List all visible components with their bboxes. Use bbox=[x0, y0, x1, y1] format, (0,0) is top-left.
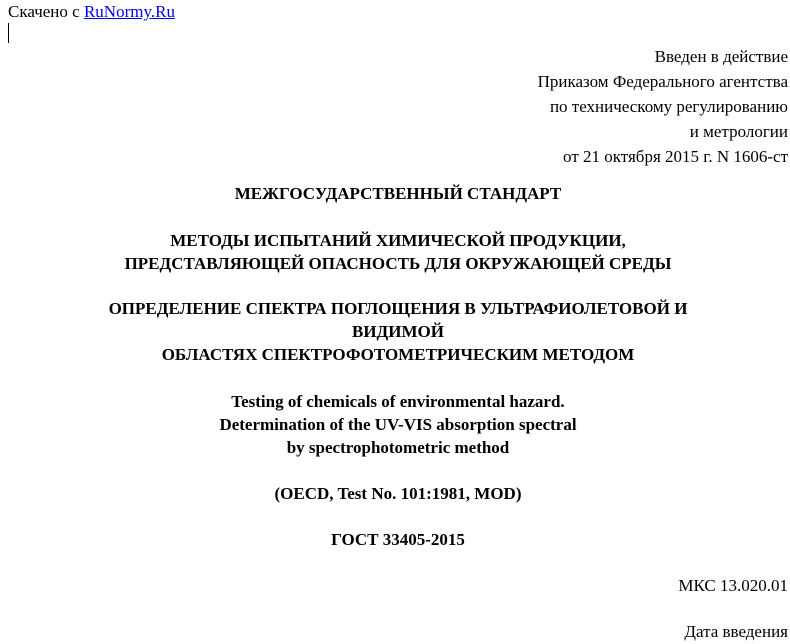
enactment-line: от 21 октября 2015 г. N 1606-ст bbox=[563, 147, 788, 166]
sub-title-line: ВИДИМОЙ bbox=[352, 322, 444, 341]
gost-number: ГОСТ 33405-2015 bbox=[331, 530, 465, 549]
enactment-line: Приказом Федерального агентства bbox=[537, 72, 788, 91]
enactment-line: Введен в действие bbox=[654, 47, 788, 66]
enactment-line: и метрологии bbox=[689, 122, 788, 141]
standard-type: МЕЖГОСУДАРСТВЕННЫЙ СТАНДАРТ bbox=[234, 184, 562, 203]
standard-type-heading bbox=[0, 182, 790, 205]
download-source-line bbox=[8, 2, 175, 22]
gost-number-block bbox=[0, 528, 790, 551]
runormy-link[interactable]: RuNormy.Ru bbox=[83, 2, 175, 21]
oecd-reference-block bbox=[0, 482, 790, 505]
enactment-line: по техническому регулированию bbox=[549, 97, 788, 116]
date-of-introduction-label: Дата введения bbox=[684, 622, 788, 641]
english-title-line: Determination of the UV-VIS absorption spectral bbox=[219, 415, 577, 434]
sub-title-line: ОБЛАСТЯХ СПЕКТРОФОТОМЕТРИЧЕСКИМ МЕТОДОМ bbox=[161, 345, 635, 364]
enactment-block bbox=[0, 44, 790, 169]
mks-block bbox=[0, 573, 790, 598]
main-title bbox=[0, 229, 790, 275]
main-title-line: МЕТОДЫ ИСПЫТАНИЙ ХИМИЧЕСКОЙ ПРОДУКЦИИ, bbox=[170, 231, 626, 250]
main-title-line: ПРЕДСТАВЛЯЮЩЕЙ ОПАСНОСТЬ ДЛЯ ОКРУЖАЮЩЕЙ СРЕДЫ bbox=[124, 254, 672, 273]
english-title-line: Testing of chemicals of environmental hazard. bbox=[231, 392, 565, 411]
oecd-reference: (OECD, Test No. 101:1981, MOD) bbox=[274, 484, 522, 503]
download-source-prefix: Скачено с bbox=[8, 2, 84, 21]
english-title bbox=[0, 390, 790, 459]
sub-title-line: ОПРЕДЕЛЕНИЕ СПЕКТРА ПОГЛОЩЕНИЯ В УЛЬТРАФИОЛЕТОВОЙ И bbox=[108, 299, 688, 318]
mks-code: МКС 13.020.01 bbox=[678, 576, 788, 595]
sub-title bbox=[0, 297, 790, 366]
date-block bbox=[0, 619, 790, 644]
english-title-line: by spectrophotometric method bbox=[286, 438, 510, 457]
text-cursor bbox=[8, 23, 9, 43]
